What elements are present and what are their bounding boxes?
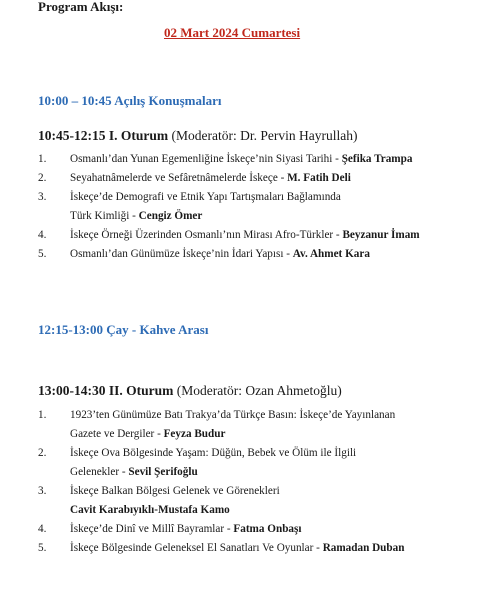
session1-item3-title-cont: Türk Kimliği -	[70, 210, 139, 222]
session1-item5	[70, 248, 370, 260]
program-date: 02 Mart 2024 Cumartesi	[164, 25, 301, 40]
session2-item1-speaker: Feyza Budur	[163, 428, 226, 440]
session1-item1-number: 1.	[38, 153, 47, 165]
session2-item3-title: İskeçe Balkan Bölgesi Gelenek ve Görenekleri	[70, 485, 280, 497]
session1-item4-speaker: Beyzanur İmam	[342, 229, 420, 241]
session1-item1-speaker: Şefika Trampa	[341, 153, 413, 165]
session1-item2-number: 2.	[38, 172, 47, 184]
session2-item5	[70, 542, 404, 554]
session1-time-title: 10:45-12:15 I. Oturum	[38, 128, 169, 143]
session1-item4-title: İskeçe Örneği Üzerinden Osmanlı’nın Mirası Afro-Türkler -	[70, 229, 343, 241]
session2-item2-number: 2.	[38, 447, 47, 459]
session1-item4	[70, 229, 420, 241]
session2-item2-title-cont: Gelenekler -	[70, 466, 129, 478]
session1-item3-line1: İskeçe’de Demografi ve Etnik Yapı Tartışmaları Bağlamında	[70, 191, 341, 203]
session2-item4	[70, 523, 301, 535]
session2-time-title: 13:00-14:30 II. Oturum	[38, 383, 174, 398]
session2-item4-speaker: Fatma Onbaşı	[233, 523, 302, 535]
session1-item1-title: Osmanlı’dan Yunan Egemenliğine İskeçe’nin Siyasi Tarihi -	[70, 153, 342, 165]
session1-item5-number: 5.	[38, 248, 47, 260]
session2-item3-number: 3.	[38, 485, 47, 497]
session1-item5-title: Osmanlı’dan Günümüze İskeçe’nin İdari Yapısı -	[70, 248, 293, 260]
opening-speeches: 10:00 – 10:45 Açılış Konuşmaları	[38, 93, 222, 108]
session2-item1-line2	[70, 428, 225, 440]
session2-item1-number: 1.	[38, 409, 47, 421]
session1-item2-title: Seyahatnâmelerde ve Sefâretnâmelerde İskeçe -	[70, 172, 288, 184]
session1-moderator: (Moderatör: Dr. Pervin Hayrullah)	[171, 128, 358, 143]
session2-moderator: (Moderatör: Ozan Ahmetoğlu)	[176, 383, 342, 398]
session1-item5-speaker: Av. Ahmet Kara	[292, 248, 370, 260]
session2-item4-title: İskeçe’de Dinî ve Millî Bayramlar -	[70, 523, 234, 535]
session2-item1-line1: 1923’ten Günümüze Batı Trakya’da Türkçe Basın: İskeçe’de Yayınlanan	[70, 409, 396, 421]
session2-item2-speaker: Sevil Şerifoğlu	[128, 466, 198, 478]
session1-item3-line2	[70, 210, 202, 222]
session1-item4-number: 4.	[38, 229, 47, 241]
session2-item2-line1: İskeçe Ova Bölgesinde Yaşam: Düğün, Bebek ve Ölüm ile İlgili	[70, 447, 357, 459]
session2-item2-line2	[70, 466, 198, 478]
session2-item5-speaker: Ramadan Duban	[322, 542, 405, 554]
session1-item2	[70, 172, 351, 184]
session1-item1	[70, 153, 412, 165]
session2-header	[38, 383, 342, 399]
session2-item5-number: 5.	[38, 542, 47, 554]
session1-item3-number: 3.	[38, 191, 47, 203]
session2-item1-title-cont: Gazete ve Dergiler -	[70, 428, 164, 440]
session1-item3-speaker: Cengiz Ömer	[138, 210, 203, 222]
session2-item5-title: İskeçe Bölgesinde Geleneksel El Sanatları Ve Oyunlar -	[70, 542, 323, 554]
program-title: Program Akışı:	[38, 0, 124, 14]
coffee-break: 12:15-13:00 Çay - Kahve Arası	[38, 322, 209, 337]
session1-header	[38, 128, 357, 144]
session1-item2-speaker: M. Fatih Deli	[287, 172, 351, 184]
session2-item3-speakers: Cavit Karabıyıklı-Mustafa Kamo	[70, 504, 230, 516]
session2-item4-number: 4.	[38, 523, 47, 535]
